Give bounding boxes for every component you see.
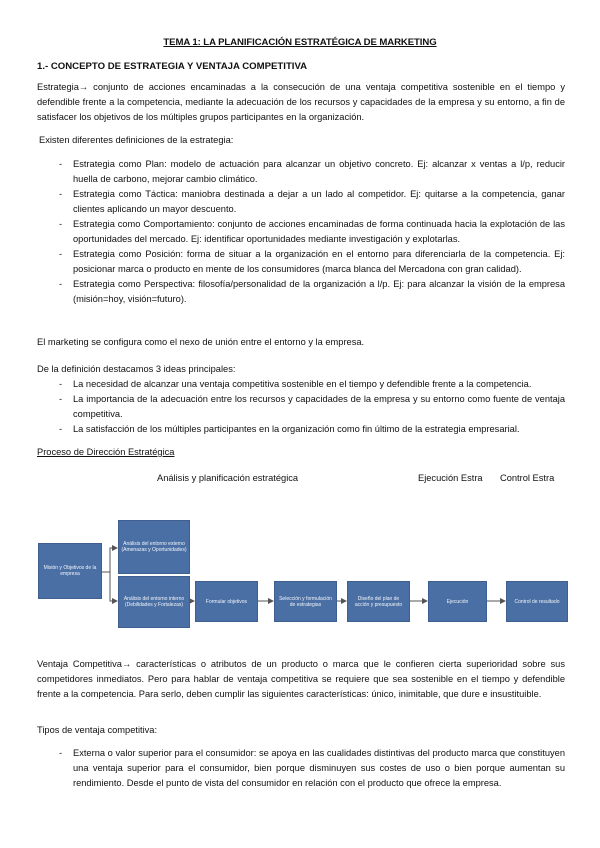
list-item: - Estrategia como Táctica: maniobra destinada a dejar a un lado al competidor. Ej: quitarse a la competencia, ganar clientes aplicando un mayor descuento. (59, 189, 565, 214)
list-item: - La satisfacción de los múltiples participantes en la organización como fin último de la estrategia empresarial. (59, 424, 520, 434)
box-results-control: Control de resultado (506, 581, 568, 622)
arrow-mission-internal (102, 572, 117, 601)
page-title: TEMA 1: LA PLANIFICACIÓN ESTRATÉGICA DE MARKETING (163, 37, 437, 48)
ideas-intro: De la definición destacamos 3 ideas principales: (37, 364, 236, 374)
box-mission-objectives: Misión y Objetivos de la empresa (38, 543, 102, 599)
strategy-definition: Estrategia→ conjunto de acciones encaminadas a la consecución de una ventaja competitiva sostenible en el tiempo y defendible frente a la competencia, mediante la adecuación de los recursos y capacidades de la empresa y su entorno, a fin de satisfacer los objetivos de los múltiples grupos participantes en la organización. (37, 82, 565, 122)
advantage-types-list (37, 746, 565, 791)
box-formulate-objectives: Formular objetivos (195, 581, 258, 622)
box-execution: Ejecución (428, 581, 487, 622)
list-item: - Estrategia como Comportamiento: conjunto de acciones encaminadas de forma continuada hacia la explotación de las oportunidades del mercado. Ej: identificar oportunidades mediante investigación y explotarlas. (59, 219, 565, 244)
box-action-plan: Diseño del plan de acción y presupuesto (347, 581, 410, 622)
arrow-mission-external (102, 548, 117, 572)
marketing-link-text: El marketing se configura como el nexo de unión entre el entorno y la empresa. (37, 337, 365, 347)
phase-analysis-label: Análisis y planificación estratégica (157, 473, 299, 483)
box-strategy-selection: Selección y formulación de estrategias (274, 581, 337, 622)
advantage-types-intro: Tipos de ventaja competitiva: (37, 725, 158, 735)
box-external-analysis: Análisis del entorno externo (Amenazas y Oportunidades) (118, 520, 190, 574)
list-item: - Externa o valor superior para el consumidor: se apoya en las cualidades distintivas del producto marca que constituyen una ventaja superior para el consumidor, bien porque disminuyen sus costes de uso o bien porque aumentan su rendimiento. Desde el punto de vista del consumidor en relación con el producto que ofrece la empresa. (59, 748, 565, 788)
list-item: - Estrategia como Plan: modelo de actuación para alcanzar un objetivo concreto. Ej: alcanzar x ventas a l/p, reducir huella de carbono, mejorar cambio climático. (59, 159, 565, 184)
list-item: - La necesidad de alcanzar una ventaja competitiva sostenible en el tiempo y defendible frente a la competencia. (59, 379, 532, 389)
list-item: - Estrategia como Posición: forma de situar a la organización en el entorno para diferenciarla de la competencia. Ej: posicionar marca o producto en mente de los consumidores (marca blanca del Mercadona con gran calidad). (59, 249, 565, 274)
process-heading: Proceso de Dirección Estratégica (37, 447, 175, 457)
box-internal-analysis: Análisis del entorno interno (Debilidades y Fortalezas) (118, 576, 190, 628)
section-heading: 1.- CONCEPTO DE ESTRATEGIA Y VENTAJA COMPETITIVA (37, 61, 308, 72)
definitions-intro: Existen diferentes definiciones de la estrategia: (39, 135, 234, 145)
competitive-advantage-definition: Ventaja Competitiva→ características o atributos de un producto o marca que le confieren cierta superioridad sobre sus competidores inmediatos. Pero para hablar de ventaja competitiva se requiere que sea sostenible en el tiempo y defendible frente a la competencia. Para serlo, deben cumplir las siguientes características: único, inimitable, que dure e insustituible. (37, 659, 565, 699)
list-item: - La importancia de la adecuación entre los recursos y capacidades de la empresa y su entorno como fuente de ventaja competitiva. (59, 394, 565, 419)
phase-control-label: Control Estra (500, 473, 555, 483)
list-item: - Estrategia como Perspectiva: filosofía/personalidad de la organización a l/p. Ej: para alcanzar la visión de la empresa (misión=hoy, visión=futuro). (59, 279, 565, 304)
phase-execution-label: Ejecución Estra (418, 473, 483, 483)
